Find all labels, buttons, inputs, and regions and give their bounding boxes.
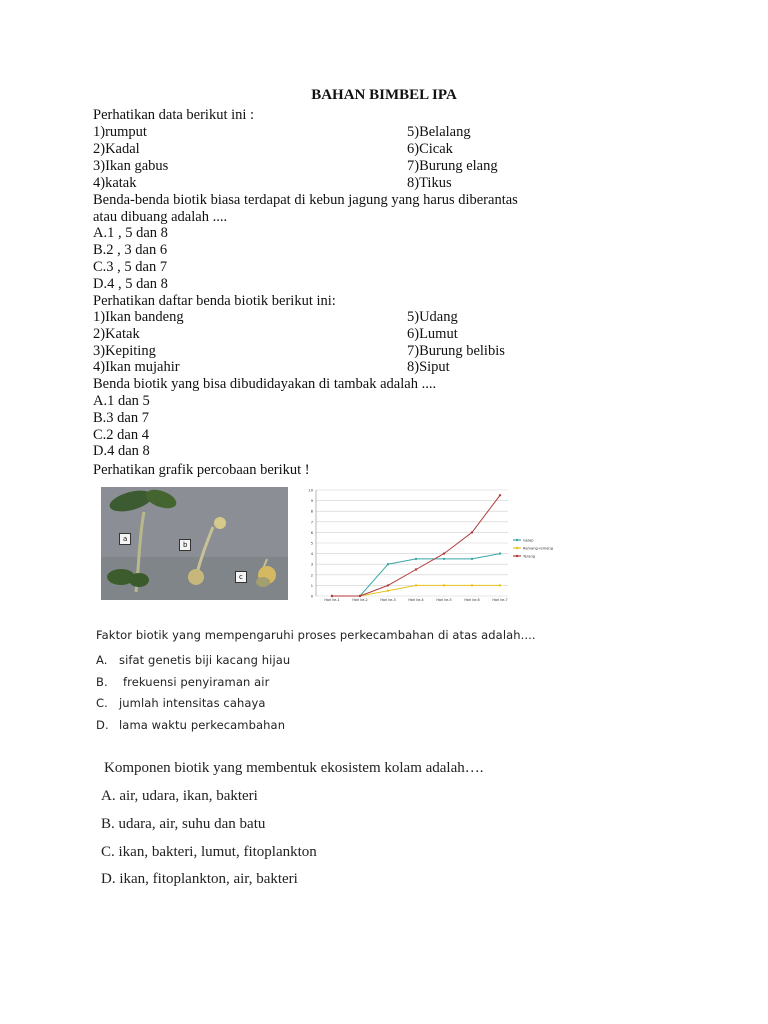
sprout-photo [101,487,288,600]
q2-option-c: C.2 dan 4 [93,427,149,443]
q2-item: 3)Kepiting [93,343,156,359]
legend-entry: Gelap [523,538,534,543]
data-point [443,552,445,554]
q3-option-a-text: sifat genetis biji kacang hijau [119,653,291,667]
data-point [471,531,473,533]
q4-question: Komponen biotik yang membentuk ekosistem kolam adalah…. [104,760,484,776]
q2-option-d: D.4 dan 8 [93,443,150,459]
x-tick-label: Hari ke-6 [464,598,480,602]
x-tick-label: Hari ke-7 [492,598,508,602]
y-tick-label: 2 [310,573,313,578]
y-tick-label: 10 [308,488,313,493]
y-tick-label: 3 [310,562,313,567]
data-point [387,584,389,586]
photo-label-a: a [119,533,131,545]
data-point [359,595,361,597]
x-tick-label: Hari ke-5 [436,598,452,602]
q2-item: 4)Ikan mujahir [93,359,180,375]
q1-option-a: A.1 , 5 dan 8 [93,225,168,241]
q3-option-d-text: lama waktu perkecambahan [119,718,286,732]
data-point [415,568,417,570]
q1-option-d: D.4 , 5 dan 8 [93,276,168,292]
data-point [499,584,501,586]
q4-option-c: C. ikan, bakteri, lumut, fitoplankton [101,844,317,860]
q3-option-c-letter: C. [96,696,108,710]
x-tick-label: Hari ke-2 [352,598,368,602]
q1-question-cont: atau dibuang adalah .... [93,209,228,225]
q1-item: 4)katak [93,175,137,191]
y-tick-label: 4 [310,552,313,557]
q3-option-b-letter: B. [96,675,108,689]
legend-marker [516,547,518,549]
q1-item: 3)Ikan gabus [93,158,169,174]
q2-item: 6)Lumut [407,326,458,342]
legend-entry: Remang-remang [523,546,553,551]
q3-option-c-text: jumlah intensitas cahaya [119,696,266,710]
y-tick-label: 1 [310,583,313,588]
q2-option-a: A.1 dan 5 [93,393,150,409]
q2-item: 2)Katak [93,326,140,342]
chart-svg [303,485,553,605]
q1-question: Benda-benda biotik biasa terdapat di kebun jagung yang harus diberantas [93,192,518,208]
q3-option-b-text: frekuensi penyiraman air [123,675,270,689]
data-point [415,558,417,560]
q2-question: Benda biotik yang bisa dibudidayakan di tambak adalah .... [93,376,437,392]
y-tick-label: 9 [310,499,313,504]
q2-option-b: B.3 dan 7 [93,410,149,426]
x-tick-label: Hari ke-4 [408,598,424,602]
q2-item: 1)Ikan bandeng [93,309,184,325]
x-tick-label: Hari ke-1 [324,598,340,602]
y-tick-label: 5 [310,541,313,546]
q4-option-d: D. ikan, fitoplankton, air, bakteri [101,871,298,887]
legend-marker [516,555,518,557]
q1-item: 2)Kadal [93,141,140,157]
q1-option-b: B.2 , 3 dan 6 [93,242,168,258]
data-point [387,563,389,565]
y-tick-label: 7 [310,520,313,525]
q1-item: 1)rumput [93,124,147,140]
q1-item: 8)Tikus [407,175,452,191]
data-point [415,584,417,586]
q2-item: 5)Udang [407,309,458,325]
q3-option-a-letter: A. [96,653,108,667]
data-point [471,584,473,586]
x-tick-label: Hari ke-3 [380,598,396,602]
q3-option-d-letter: D. [96,718,109,732]
data-point [443,584,445,586]
data-point [331,595,333,597]
photo-label-b: b [179,539,191,551]
y-tick-label: 6 [310,530,313,535]
q2-item: 7)Burung belibis [407,343,505,359]
data-point [443,558,445,560]
q1-item: 5)Belalang [407,124,471,140]
data-point [387,590,389,592]
q4-option-a: A. air, udara, ikan, bakteri [101,788,258,804]
q1-item: 7)Burung elang [407,158,498,174]
q1-option-c: C.3 , 5 dan 7 [93,259,168,275]
legend-entry: Terang [523,554,536,559]
legend-marker [516,539,518,541]
q2-item: 8)Siput [407,359,450,375]
q3-question: Faktor biotik yang mempengaruhi proses perkecambahan di atas adalah.... [96,628,536,642]
y-tick-label: 8 [310,509,313,514]
q1-item: 6)Cicak [407,141,453,157]
photo-label-c: c [235,571,247,583]
q3-intro: Perhatikan grafik percobaan berikut ! [93,462,310,478]
q2-intro: Perhatikan daftar benda biotik berikut ini: [93,293,336,309]
data-point [499,494,501,496]
q4-option-b: B. udara, air, suhu dan batu [101,816,266,832]
document-title: BAHAN BIMBEL IPA [311,87,457,103]
y-tick-label: 0 [310,594,313,599]
data-point [499,552,501,554]
germination-line-chart [303,485,553,605]
chart-background [303,485,553,605]
q1-intro: Perhatikan data berikut ini : [93,107,255,123]
data-point [471,558,473,560]
